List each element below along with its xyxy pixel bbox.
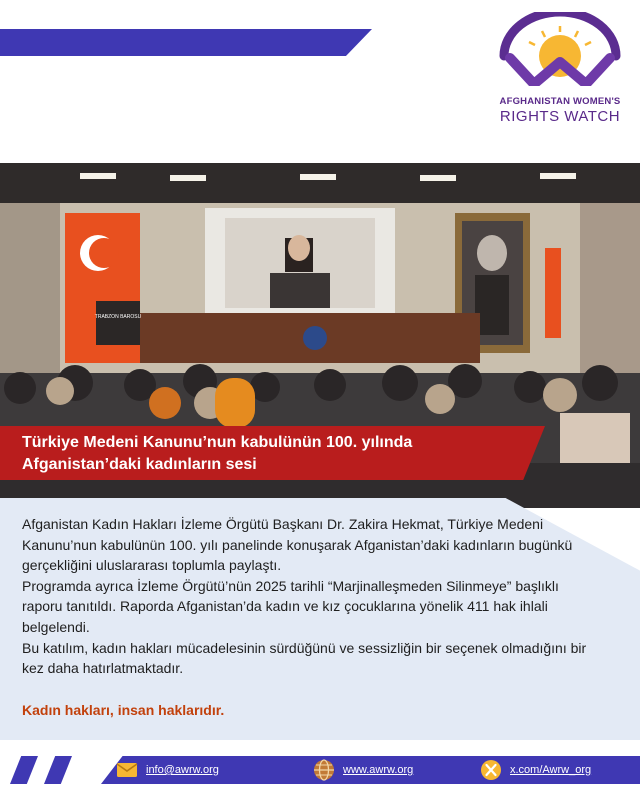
globe-icon bbox=[313, 759, 335, 781]
awrw-logo[interactable] bbox=[490, 12, 630, 124]
website-link[interactable]: www.awrw.org bbox=[343, 764, 414, 776]
sign-text: TRABZON BAROSU bbox=[94, 314, 142, 320]
footer-slash-1 bbox=[10, 756, 38, 784]
headline bbox=[22, 432, 532, 476]
article-body bbox=[22, 514, 602, 679]
logo-title-line1: AFGHANISTAN WOMEN'S bbox=[499, 96, 621, 107]
mail-icon bbox=[116, 762, 138, 778]
footer bbox=[0, 756, 640, 784]
body-paragraph-3: Bu katılım, kadın hakları mücadelesinin sürdüğünü ve sessizliğin bir seçenek olmadığını bir kez daha hatırlatmaktadır. bbox=[22, 639, 587, 677]
logo-emblem-icon bbox=[490, 12, 630, 86]
logo-title-line2: RIGHTS WATCH bbox=[499, 108, 621, 125]
footer-website[interactable] bbox=[313, 756, 413, 784]
headline-line2: Afganistan’daki kadınların sesi bbox=[22, 456, 257, 473]
footer-social[interactable] bbox=[480, 756, 591, 784]
social-link[interactable]: x.com/Awrw_org bbox=[510, 764, 592, 776]
footer-slash-2 bbox=[44, 756, 72, 784]
body-paragraph-2: Programda ayrıca İzleme Örgütü’nün 2025 tarihli “Marjinalleşmeden Silinmeye” başlıklı raporu tanıtıldı. Raporda Afganistan’da kadın ve kız çocuklarına yönelik 411 hak ihlali belgelendi. bbox=[22, 577, 559, 635]
top-accent-band bbox=[0, 29, 372, 56]
email-link[interactable]: info@awrw.org bbox=[146, 764, 219, 776]
body-paragraph-1: Afganistan Kadın Hakları İzleme Örgütü Başkanı Dr. Zakira Hekmat, Türkiye Medeni Kanunu’nun kabulünün 100. yılı panelinde konuşarak Afganistan’daki kadınların bugünkü gerçekliğini uluslararası toplumla paylaştı. bbox=[22, 516, 573, 574]
headline-line1: Türkiye Medeni Kanunu’nun kabulünün 100. yılında bbox=[22, 434, 413, 451]
x-logo-icon bbox=[480, 759, 502, 781]
tagline: Kadın hakları, insan haklarıdır. bbox=[22, 702, 225, 718]
footer-email[interactable] bbox=[116, 756, 219, 784]
